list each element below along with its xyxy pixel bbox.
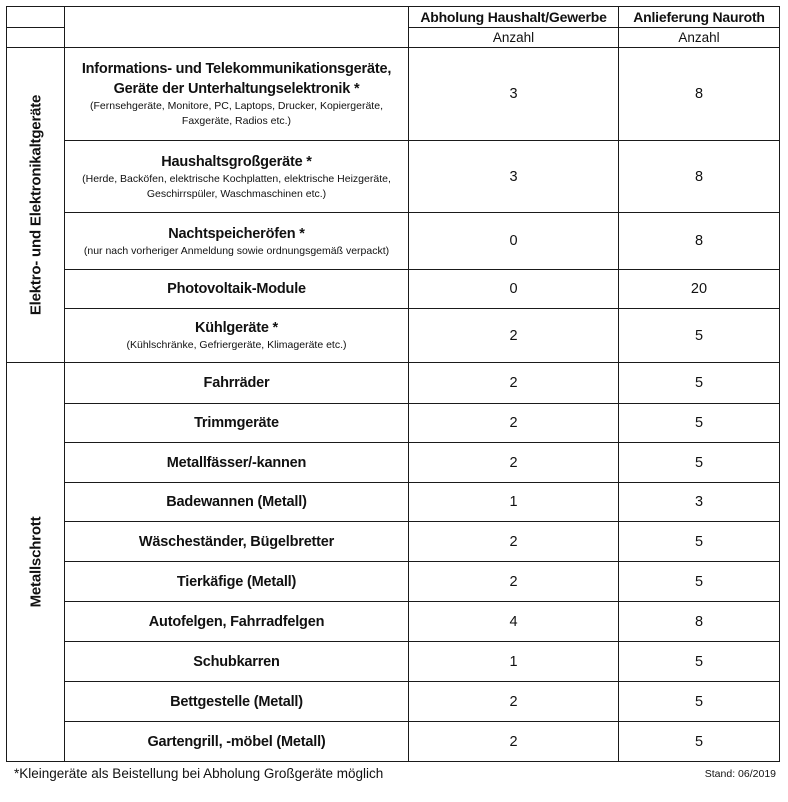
- anlieferung-value: 5: [619, 309, 780, 363]
- abholung-value: 3: [409, 48, 619, 141]
- item-note: (Fernsehgeräte, Monitore, PC, Laptops, Drucker, Kopiergeräte,: [90, 100, 383, 112]
- item-cell: [65, 141, 409, 213]
- item-title: Wäscheständer, Bügelbretter: [138, 533, 335, 550]
- abholung-value: 2: [409, 562, 619, 602]
- item-note: (nur nach vorheriger Anmeldung sowie ordnungsgemäß verpackt): [83, 244, 390, 257]
- item-header-cell: [65, 7, 409, 48]
- table-row: [7, 443, 780, 483]
- item-note: (Herde, Backöfen, elektrische Kochplatten, elektrische Heizgeräte,: [82, 172, 391, 185]
- anlieferung-value: 20: [619, 270, 780, 309]
- anlieferung-value: 5: [619, 522, 780, 562]
- abholung-value: 0: [409, 270, 619, 309]
- abholung-value: 2: [409, 309, 619, 363]
- item-note: Faxgeräte, Radios etc.): [181, 115, 292, 127]
- item-title: Schubkarren: [193, 653, 280, 670]
- abholung-value: 0: [409, 213, 619, 270]
- item-cell: [65, 682, 409, 722]
- group-label-cell: [7, 48, 65, 363]
- unit-header-abholung: Anzahl: [409, 28, 619, 48]
- table-row: [7, 309, 780, 363]
- column-header-abholung: Abholung Haushalt/Gewerbe: [409, 7, 619, 28]
- item-cell: [65, 48, 409, 141]
- abholung-value: 4: [409, 602, 619, 642]
- anlieferung-value: 8: [619, 141, 780, 213]
- group-label: Elektro- und Elektronikaltgeräte: [27, 94, 44, 316]
- table-row: [7, 270, 780, 309]
- item-title: Geräte der Unterhaltungselektronik *: [113, 81, 360, 97]
- collection-table: [6, 6, 780, 762]
- item-title: Trimmgeräte: [194, 415, 279, 431]
- item-cell: [65, 602, 409, 642]
- table-row: [7, 562, 780, 602]
- abholung-value: 1: [409, 642, 619, 682]
- stand-date: Stand: 06/2019: [704, 768, 776, 780]
- anlieferung-value: 5: [619, 363, 780, 404]
- item-title: Haushaltsgroßgeräte *: [161, 153, 312, 170]
- item-cell: [65, 522, 409, 562]
- anlieferung-value: 5: [619, 722, 780, 762]
- table-row: [7, 483, 780, 522]
- abholung-value: 2: [409, 682, 619, 722]
- anlieferung-value: 3: [619, 483, 780, 522]
- abholung-value: 2: [409, 443, 619, 483]
- item-title: Tierkäfige (Metall): [176, 573, 297, 590]
- item-note: Geschirrspüler, Waschmaschinen etc.): [146, 187, 327, 200]
- table-row: [7, 141, 780, 213]
- item-title: Kühlgeräte *: [194, 320, 278, 336]
- item-note: (Kühlschränke, Gefriergeräte, Klimageräte etc.): [126, 339, 347, 351]
- item-cell: [65, 309, 409, 363]
- item-cell: [65, 722, 409, 762]
- corner-cell-top: [7, 7, 65, 28]
- item-title: Bettgestelle (Metall): [170, 693, 303, 710]
- footnote: *Kleingeräte als Beistellung bei Abholung Großgeräte möglich: [14, 766, 384, 781]
- item-title: Autofelgen, Fahrradfelgen: [148, 613, 325, 630]
- table-row: [7, 404, 780, 443]
- item-title: Nachtspeicheröfen *: [168, 225, 305, 242]
- anlieferung-value: 8: [619, 213, 780, 270]
- group-label: Metallschrott: [27, 516, 44, 608]
- abholung-value: 2: [409, 404, 619, 443]
- anlieferung-value: 5: [619, 682, 780, 722]
- table-row: [7, 363, 780, 404]
- item-title: Gartengrill, -möbel (Metall): [147, 733, 326, 750]
- anlieferung-value: 5: [619, 404, 780, 443]
- abholung-value: 2: [409, 522, 619, 562]
- item-title: Informations- und Telekommunikationsgeräte,: [81, 61, 392, 77]
- table-row: [7, 602, 780, 642]
- item-title: Metallfässer/-kannen: [166, 454, 307, 471]
- item-cell: [65, 443, 409, 483]
- item-title: Photovoltaik-Module: [167, 281, 306, 297]
- item-title: Badewannen (Metall): [166, 494, 307, 510]
- item-cell: [65, 270, 409, 309]
- column-header-anlieferung: Anlieferung Nauroth: [619, 7, 780, 28]
- unit-header-anlieferung: Anzahl: [619, 28, 780, 48]
- table-row: [7, 522, 780, 562]
- anlieferung-value: 5: [619, 642, 780, 682]
- abholung-value: 2: [409, 363, 619, 404]
- group-label-cell: [7, 363, 65, 762]
- item-cell: [65, 642, 409, 682]
- abholung-value: 3: [409, 141, 619, 213]
- item-title: Fahrräder: [203, 375, 270, 391]
- anlieferung-value: 8: [619, 602, 780, 642]
- table-row: [7, 48, 780, 141]
- abholung-value: 2: [409, 722, 619, 762]
- table-row: [7, 213, 780, 270]
- item-cell: [65, 404, 409, 443]
- item-cell: [65, 213, 409, 270]
- table-row: [7, 682, 780, 722]
- abholung-value: 1: [409, 483, 619, 522]
- anlieferung-value: 5: [619, 443, 780, 483]
- table-row: [7, 722, 780, 762]
- item-cell: [65, 363, 409, 404]
- item-cell: [65, 483, 409, 522]
- anlieferung-value: 8: [619, 48, 780, 141]
- anlieferung-value: 5: [619, 562, 780, 602]
- table-row: [7, 642, 780, 682]
- item-cell: [65, 562, 409, 602]
- corner-cell-bottom: [7, 28, 65, 48]
